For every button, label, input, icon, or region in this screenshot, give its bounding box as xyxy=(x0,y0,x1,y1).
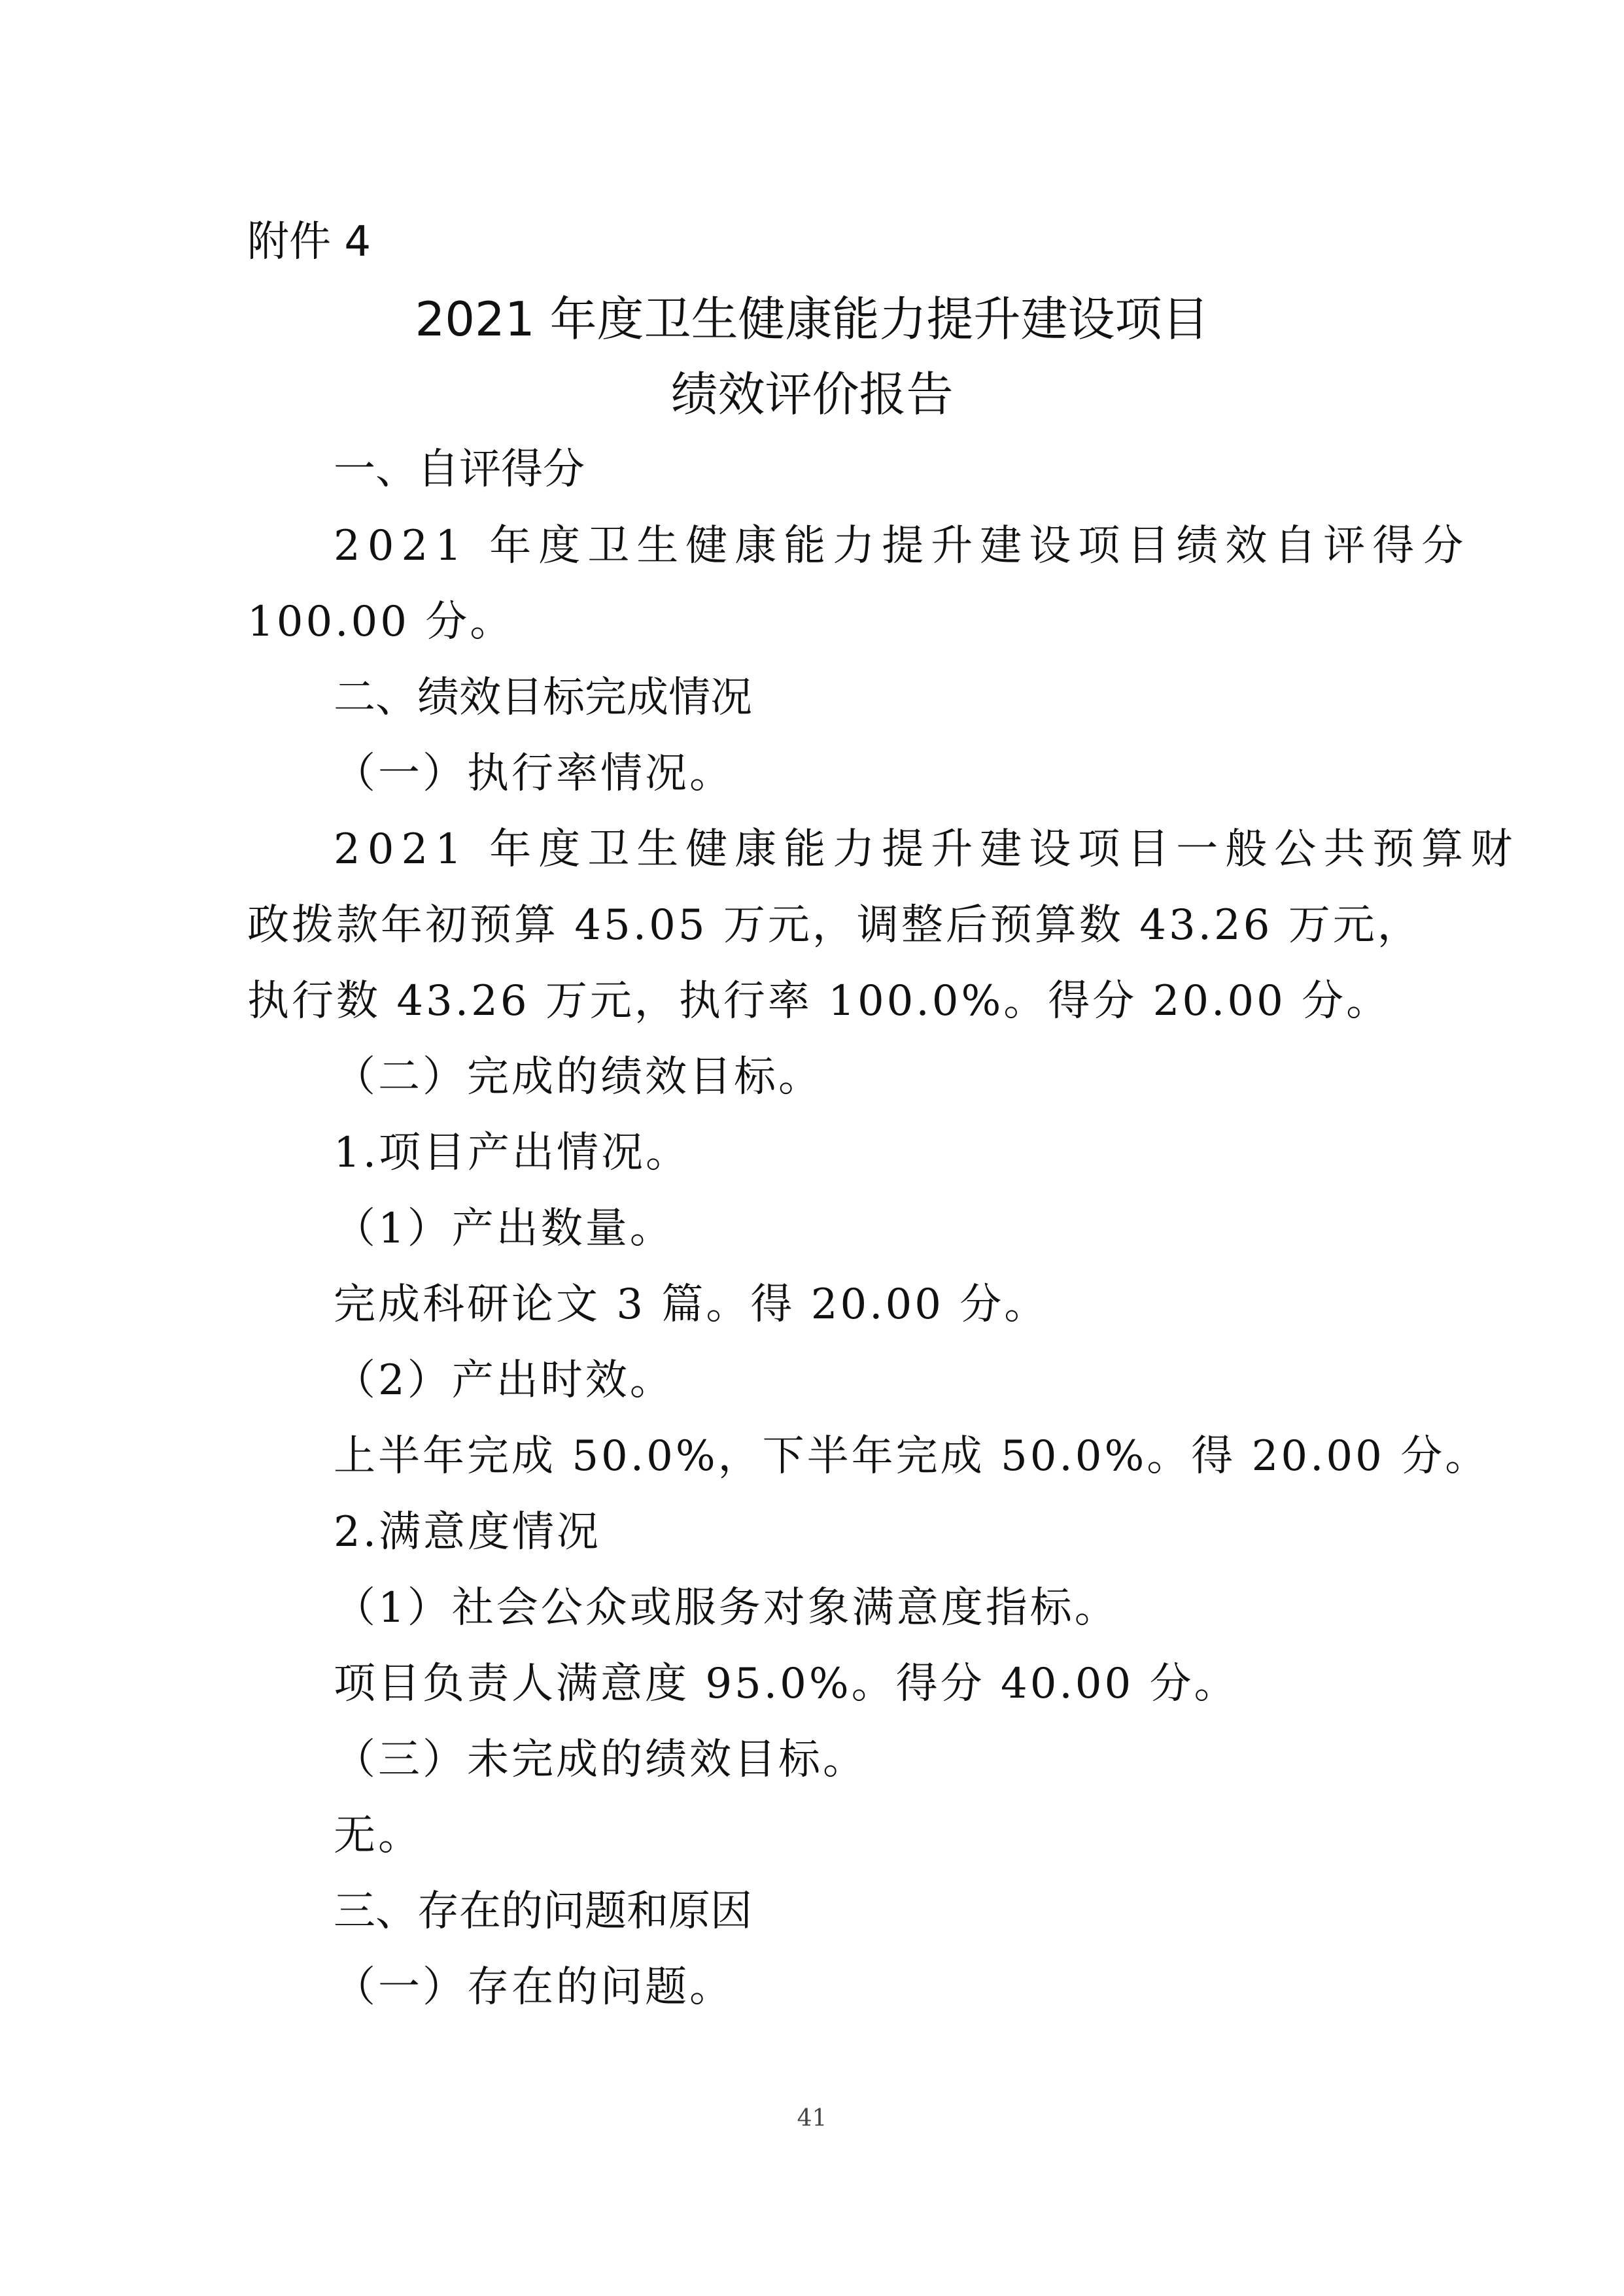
section-heading-goals: 二、绩效目标完成情况 xyxy=(334,674,752,722)
subheading-incomplete-goals: （三）未完成的绩效目标。 xyxy=(334,1736,867,1784)
subheading-completed-goals: （二）完成的绩效目标。 xyxy=(334,1053,823,1101)
paragraph-line: 无。 xyxy=(334,1811,423,1860)
paragraph-line: 2021 年度卫生健康能力提升建设项目绩效自评得分 xyxy=(334,522,1471,570)
item-satisfaction: 2.满意度情况 xyxy=(334,1508,602,1556)
title-line-2: 绩效评价报告 xyxy=(670,367,954,422)
paragraph-line: 完成科研论文 3 篇。得 20.00 分。 xyxy=(334,1280,1049,1329)
paragraph-line: 政拨款年初预算 45.05 万元，调整后预算数 43.26 万元， xyxy=(247,901,1422,950)
paragraph-line: 100.00 分。 xyxy=(247,598,515,646)
paragraph-line: 上半年完成 50.0%，下半年完成 50.0%。得 20.00 分。 xyxy=(334,1432,1490,1481)
item-output-quantity: （1）产出数量。 xyxy=(334,1205,674,1253)
attachment-label: 附件 4 xyxy=(247,218,371,266)
title-line-1: 2021 年度卫生健康能力提升建设项目 xyxy=(415,292,1209,347)
item-output: 1.项目产出情况。 xyxy=(334,1129,691,1177)
paragraph-line: 执行数 43.26 万元，执行率 100.0%。得分 20.00 分。 xyxy=(247,977,1391,1025)
subheading-existing-problems: （一）存在的问题。 xyxy=(334,1963,734,2012)
item-output-timeliness: （2）产出时效。 xyxy=(334,1356,674,1405)
section-heading-problems: 三、存在的问题和原因 xyxy=(334,1887,752,1936)
item-satisfaction-indicator: （1）社会公众或服务对象满意度指标。 xyxy=(334,1584,1119,1632)
subheading-execution-rate: （一）执行率情况。 xyxy=(334,749,734,798)
section-heading-self-score: 一、自评得分 xyxy=(334,445,585,494)
paragraph-line: 项目负责人满意度 95.0%。得分 40.00 分。 xyxy=(334,1660,1239,1708)
paragraph-line: 2021 年度卫生健康能力提升建设项目一般公共预算财 xyxy=(334,825,1520,874)
page-number: 41 xyxy=(797,2105,827,2132)
